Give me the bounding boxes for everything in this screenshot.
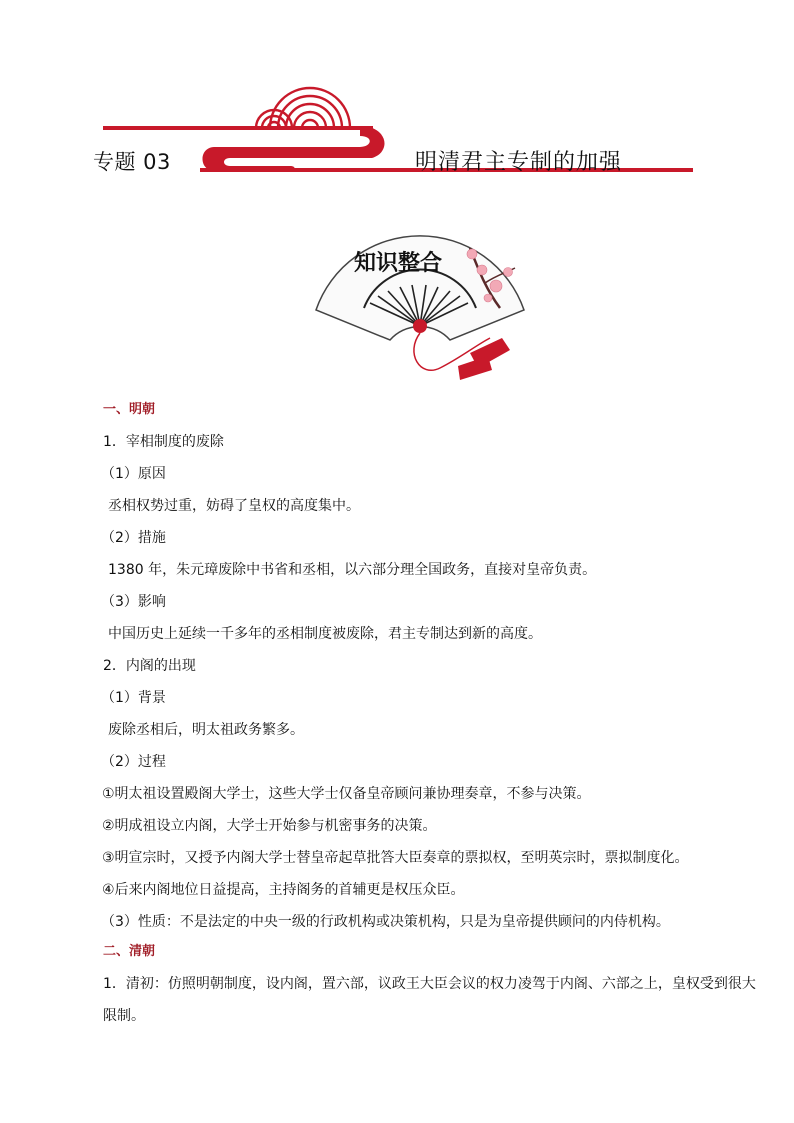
process-step: ③明宣宗时，又授予内阁大学士替皇帝起草批答大臣奏章的票拟权，至明英宗时，票拟制度化。 [102,850,689,866]
page-title: 明清君主专制的加强 [415,150,623,175]
fan-icon [310,228,530,388]
item-label: （1）背景 [101,690,166,706]
item-text: （3）性质：不是法定的中央一级的行政机构或决策机构，只是为皇帝提供顾问的内侍机构。 [101,914,670,930]
subsection-title: 2．内阁的出现 [103,658,196,674]
item-label: （2）措施 [101,530,166,546]
item-text: 中国历史上延续一千多年的丞相制度被废除，君主专制达到新的高度。 [108,626,542,642]
section-heading-ming: 一、明朝 [103,402,156,417]
item-text: 丞相权势过重，妨碍了皇权的高度集中。 [108,498,360,514]
process-step: ②明成祖设立内阁，大学士开始参与机密事务的决策。 [102,818,437,834]
subsection-title: 1．宰相制度的废除 [103,434,224,450]
section-heading-qing: 二、清朝 [103,944,156,959]
knowledge-fan-banner [310,228,530,388]
process-step: ④后来内阁地位日益提高，主持阁务的首辅更是权压众臣。 [102,882,465,898]
concentric-arcs-icon [256,88,350,128]
item-text: 1．清初：仿照明朝制度，设内阁，置六部，议政王大臣会议的权力凌驾于内阁、六部之上，皇权受到很大 [103,976,756,992]
item-label: （3）影响 [101,594,166,610]
item-text: 废除丞相后，明太祖政务繁多。 [108,722,304,738]
banner-text: 知识整合 [354,250,443,276]
header-top-line [103,126,373,130]
header-swirl [203,126,385,170]
item-label: （1）原因 [101,466,166,482]
item-label: （2）过程 [101,754,166,770]
item-text: 限制。 [103,1008,145,1024]
item-text: 1380 年，朱元璋废除中书省和丞相，以六部分理全国政务，直接对皇帝负责。 [108,562,597,578]
process-step: ①明太祖设置殿阁大学士，这些大学士仅备皇帝顾问兼协理奏章，不参与决策。 [102,786,591,802]
topic-label: 专题 03 [93,150,171,174]
